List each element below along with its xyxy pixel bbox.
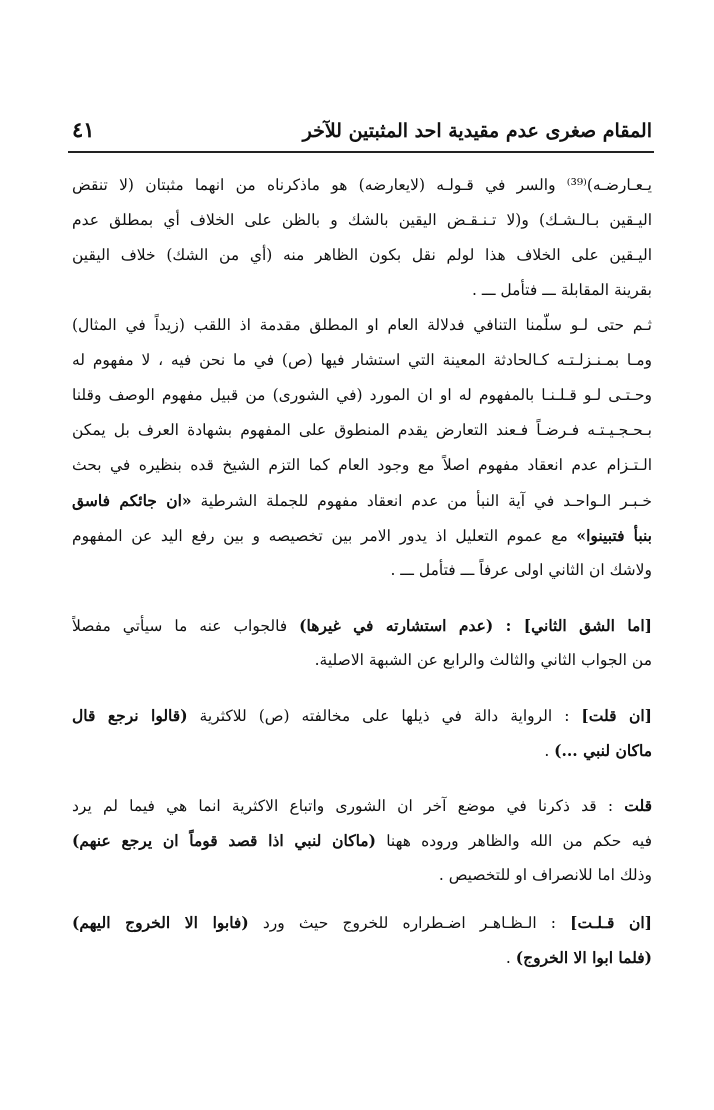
section-label: [ان قلت] — [581, 706, 652, 725]
quran-quote: بنبأ فتبينوا» — [576, 526, 652, 545]
bold-phrase: (فابوا الا الخروج اليهم) — [72, 913, 249, 932]
text-line — [72, 483, 652, 518]
section-label: [ان قـلـت] — [570, 913, 652, 932]
text-line: الـتـزام عدم انعقاد مفهوم اصلاً مع وجود العام كما التزم الشيخ قده بنظيره في بحث — [72, 456, 652, 474]
paragraph-5 — [72, 788, 652, 893]
text-line: يـعـارضـه)⁽³⁹⁾ والسر في قـولـه (لايعارضه) هو ماذكرناه من انهما مثبتان (لا تنقض — [72, 176, 652, 194]
bold-phrase: (ماكان لنبي اذا قصد قوماً ان يرجع عنهم) — [72, 831, 376, 850]
text-run: فالجواب عنه ما سيأتي مفصلاً — [72, 617, 300, 635]
page-number: ٤١ — [72, 117, 95, 142]
text-line — [72, 698, 652, 733]
text-line: ولاشك ان الثاني اولى عرفاً ـــ فتأمل ـــ . — [390, 561, 652, 579]
text-run: خـبـر الـواحـد في آية النبأ من عدم انعقاد مفهوم للجملة الشرطية — [191, 492, 652, 510]
text-line: وحـتـى لـو قـلـنـا بالمفهوم له او ان المورد (في الشورى) من قبيل مفهوم الوصف وقلنا — [72, 386, 652, 404]
paragraph-1 — [72, 168, 652, 308]
bold-phrase: (فلما ابوا الا الخروج) — [515, 948, 652, 967]
bold-phrase: ماكان لنبي ...) — [554, 741, 652, 760]
text-run: : الرواية دالة في ذيلها على مخالفته (ص) للاكثرية — [187, 707, 582, 725]
section-label: [اما الشق الثاني] : — [493, 616, 652, 635]
text-line: اليـقين بـالـشـك) و(لا تـنـقـض اليقين بالشك و بالظن على الخلاف أي بمطلق عدم — [72, 211, 652, 229]
page-header — [72, 108, 652, 142]
page-body — [72, 168, 652, 975]
section-label: قلت — [624, 796, 652, 815]
header-rule — [68, 151, 654, 153]
text-line: بـحـجـيـتـه فـرضـاً فـعند التعارض يقدم المنطوق على المفهوم بشهادة العرف بل يمكن — [72, 421, 652, 439]
text-line: من الجواب الثاني والثالث والرابع عن الشبهة الاصلية. — [314, 651, 652, 669]
text-line: وذلك اما للانصراف او للتخصيص . — [438, 866, 652, 884]
text-line — [72, 733, 652, 768]
paragraph-2 — [72, 308, 652, 588]
text-line — [72, 905, 652, 940]
text-line: اليـقين على الخلاف هذا لولم نقل بكون الظاهر منه (أي من الشك) خلاف اليقين — [72, 246, 652, 264]
text-line — [72, 940, 652, 975]
text-run: . — [505, 949, 516, 967]
bold-phrase: (عدم استشارته في غيرها) — [299, 616, 494, 635]
text-run: فيه حكم من الله والظاهر وروده ههنا — [375, 832, 652, 850]
text-run: مع عموم التعليل اذ يدور الامر بين تخصيصه و بين رفع اليد عن المفهوم — [72, 527, 577, 545]
text-line — [72, 823, 652, 858]
running-title: المقام صغرى عدم مقيدية احد المثبتين للآخر — [302, 120, 652, 142]
paragraph-6 — [72, 905, 652, 975]
quran-quote: «ان جائكم فاسق — [72, 491, 192, 510]
text-run: : قد ذكرنا في موضع آخر ان الشورى واتباع الاكثرية انما هي فيما لم يرد — [72, 797, 625, 815]
text-line — [72, 788, 652, 823]
text-line: ثـم حتى لـو سلّمنا التنافي فدلالة العام او المطلق مقدمة اذ اللقب (زيداً في المثال) — [72, 316, 652, 334]
text-run: . — [544, 742, 555, 760]
paragraph-4 — [72, 698, 652, 768]
text-line: بقرينة المقابلة ـــ فتأمل ـــ . — [472, 281, 652, 299]
text-line — [72, 518, 652, 553]
text-run: : الـظـاهـر اضـطراره للخروج حيث ورد — [248, 914, 571, 932]
bold-phrase: (قالوا نرجع قال — [72, 706, 188, 725]
text-line: ومـا بمـنـزلـتـه كـالحادثة المعينة التي استشار فيها (ص) في ما نحن فيه ، لا مفهوم له — [72, 351, 652, 369]
text-line — [72, 608, 652, 643]
paragraph-3 — [72, 608, 652, 678]
